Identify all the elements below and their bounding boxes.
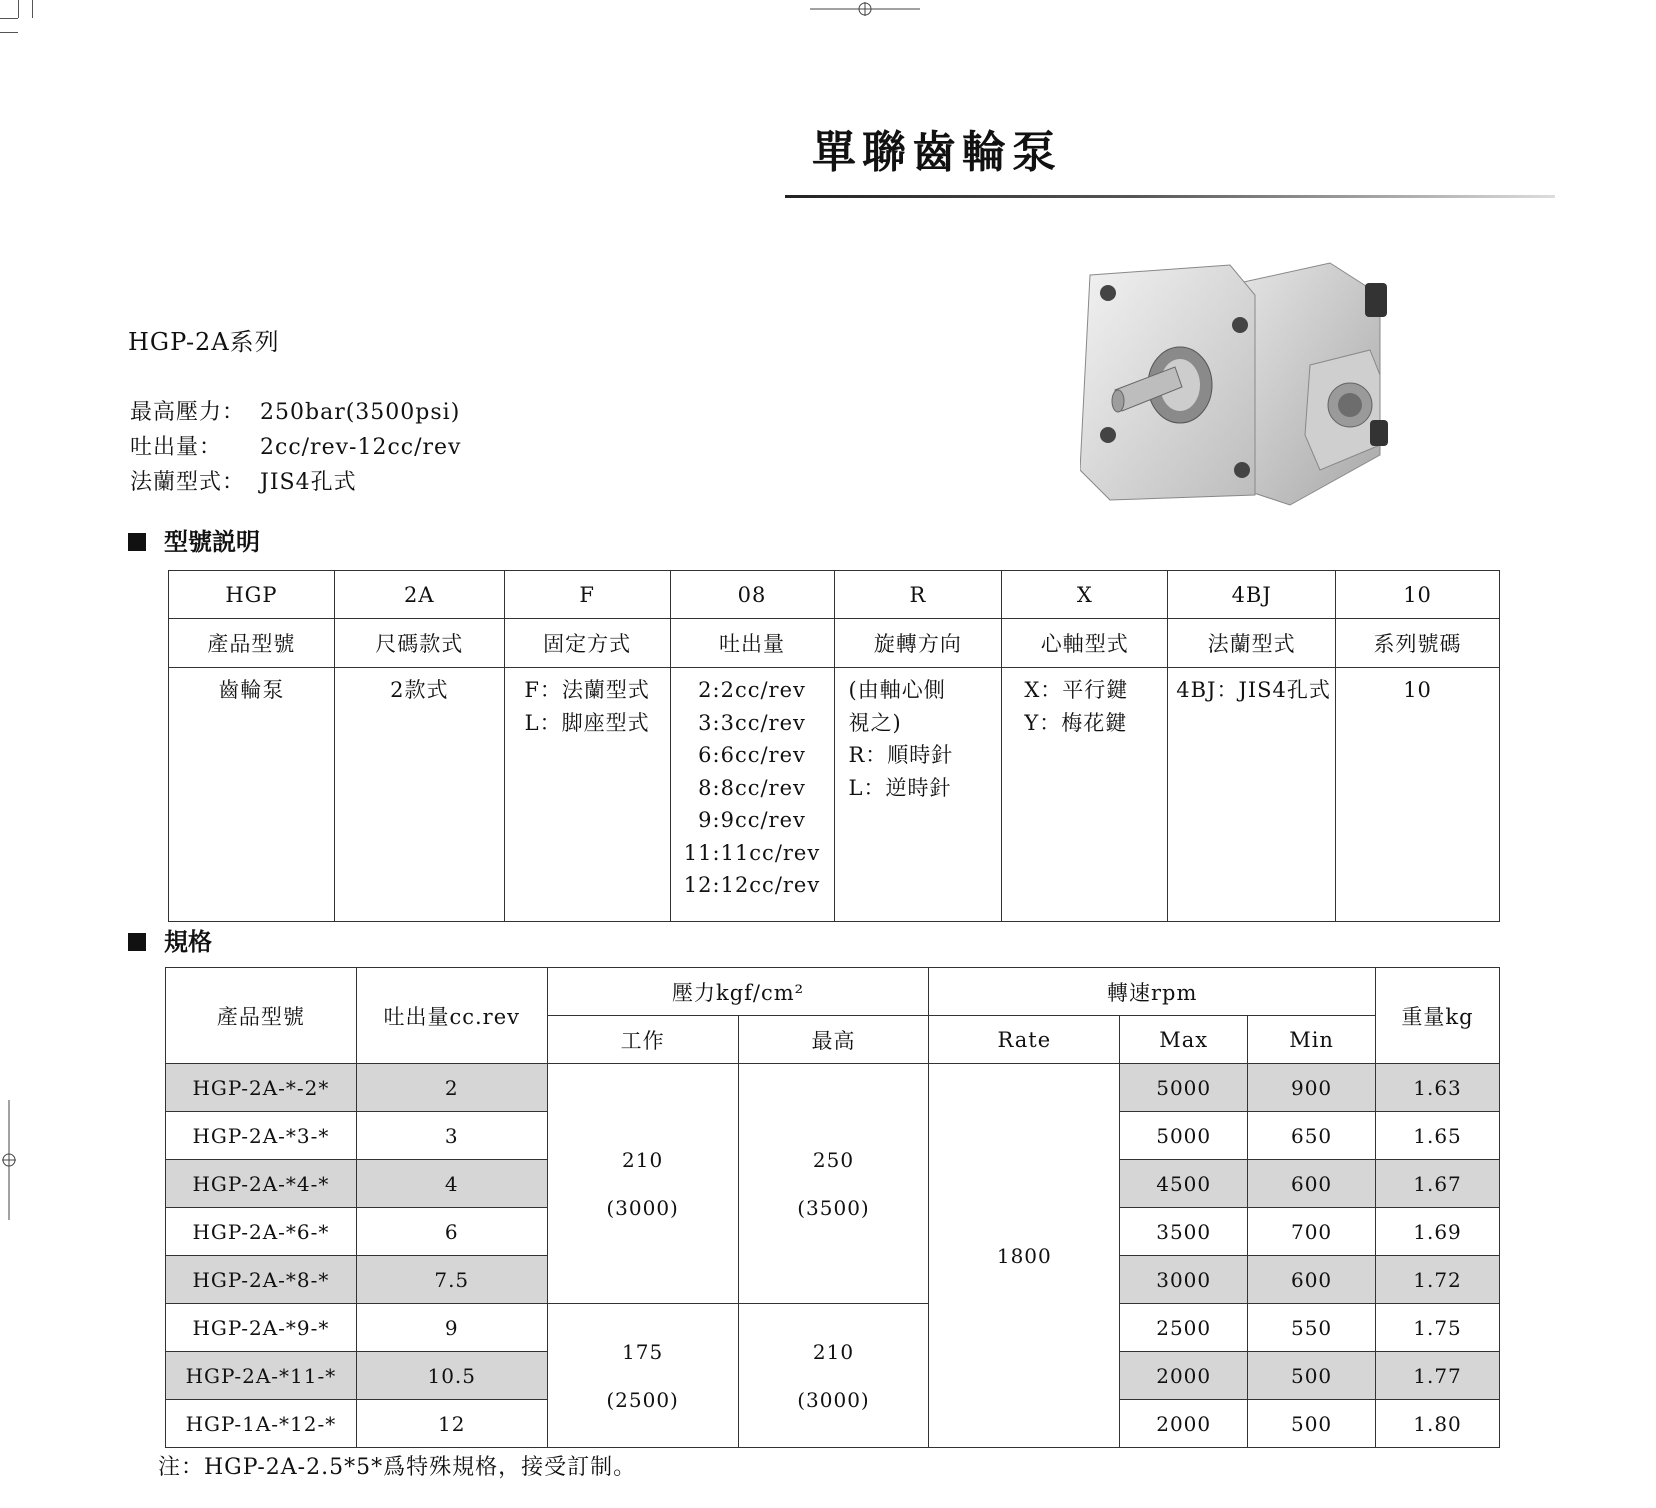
model-cell: HGP-2A-*8-*: [166, 1256, 357, 1304]
displacement-cell: 10.5: [356, 1352, 547, 1400]
pressure-psi: (3000): [606, 1195, 679, 1220]
detail-cell: [1168, 668, 1336, 922]
weight-cell: 1.65: [1376, 1112, 1500, 1160]
weight-cell: 1.72: [1376, 1256, 1500, 1304]
max-rpm-cell: 2500: [1120, 1304, 1248, 1352]
detail-line: F：法蘭型式: [524, 678, 650, 702]
max-rpm-cell: 4500: [1120, 1160, 1248, 1208]
displacement-cell: 2: [356, 1064, 547, 1112]
pressure-value: 175: [622, 1339, 664, 1364]
min-rpm-cell: 500: [1248, 1352, 1376, 1400]
displacement-cell: 12: [356, 1400, 547, 1448]
model-cell: HGP-2A-*9-*: [166, 1304, 357, 1352]
name-cell: 系列號碼: [1336, 619, 1500, 668]
header-speed-min: Min: [1248, 1016, 1376, 1064]
model-code-row: [169, 571, 1500, 619]
code-cell: HGP: [169, 571, 335, 619]
crop-mark: [0, 18, 18, 19]
min-rpm-cell: 550: [1248, 1304, 1376, 1352]
min-rpm-cell: 700: [1248, 1208, 1376, 1256]
detail-line: 8:8cc/rev: [698, 775, 806, 800]
crop-mark: [32, 0, 33, 18]
crop-mark: [18, 0, 19, 18]
table-row: [166, 1064, 1500, 1112]
gear-pump-photo: [1080, 255, 1420, 535]
detail-line: 3:3cc/rev: [698, 710, 806, 735]
code-cell: 2A: [334, 571, 504, 619]
name-cell: 旋轉方向: [834, 619, 1002, 668]
registration-mark: [810, 0, 920, 20]
header-pressure-work: 工作: [547, 1016, 738, 1064]
max-rpm-cell: 5000: [1120, 1112, 1248, 1160]
displacement-cell: 7.5: [356, 1256, 547, 1304]
pressure-max-cell: [738, 1304, 929, 1448]
pressure-value: 210: [622, 1147, 664, 1172]
spec-line: [130, 430, 461, 461]
crop-mark: [0, 32, 18, 33]
model-name-row: [169, 619, 1500, 668]
max-rpm-cell: 2000: [1120, 1400, 1248, 1448]
section-heading: [128, 522, 260, 557]
pressure-value: 250: [812, 1147, 855, 1172]
weight-cell: 1.67: [1376, 1160, 1500, 1208]
detail-cell: [169, 668, 335, 922]
detail-line: L：脚座型式: [524, 710, 650, 735]
weight-cell: 1.75: [1376, 1304, 1500, 1352]
table-row: [166, 1304, 1500, 1352]
weight-cell: 1.69: [1376, 1208, 1500, 1256]
header-weight: 重量kg: [1376, 968, 1500, 1064]
code-cell: 10: [1336, 571, 1500, 619]
spec-value: 250bar(3500psi): [260, 400, 461, 425]
max-rpm-cell: 5000: [1120, 1064, 1248, 1112]
rate-cell: 1800: [929, 1064, 1120, 1448]
detail-line: X：平行鍵: [1024, 678, 1129, 702]
title-rule: [785, 195, 1555, 198]
detail-line: (由軸心側: [848, 678, 946, 702]
name-cell: 尺碼款式: [334, 619, 504, 668]
pressure-psi: (3000): [797, 1387, 870, 1412]
registration-mark: [0, 1100, 20, 1220]
detail-line: 齒輪泵: [218, 678, 285, 702]
header-speed: 轉速rpm: [929, 968, 1376, 1016]
detail-line: 11:11cc/rev: [683, 840, 821, 865]
weight-cell: 1.80: [1376, 1400, 1500, 1448]
header-speed-max: Max: [1120, 1016, 1248, 1064]
detail-line: 12:12cc/rev: [683, 873, 821, 897]
detail-line: 9:9cc/rev: [698, 808, 806, 832]
displacement-cell: 9: [356, 1304, 547, 1352]
detail-line: 10: [1403, 678, 1432, 702]
square-bullet-icon: [128, 533, 146, 551]
name-cell: 心軸型式: [1002, 619, 1168, 668]
model-cell: HGP-2A-*11-*: [166, 1352, 357, 1400]
detail-line: 6:6cc/rev: [698, 743, 806, 767]
min-rpm-cell: 600: [1248, 1160, 1376, 1208]
pressure-psi: (3500): [797, 1195, 870, 1220]
pressure-work-cell: [547, 1064, 738, 1304]
min-rpm-cell: 600: [1248, 1256, 1376, 1304]
code-cell: 08: [670, 571, 834, 619]
name-cell: 固定方式: [504, 619, 670, 668]
model-cell: HGP-2A-*6-*: [166, 1208, 357, 1256]
min-rpm-cell: 900: [1248, 1064, 1376, 1112]
code-cell: F: [504, 571, 670, 619]
footnote: 注：HGP-2A-2.5*5*爲特殊規格，接受訂制。: [158, 1455, 637, 1480]
spec-header-row: [166, 968, 1500, 1016]
model-detail-row: [169, 668, 1500, 922]
detail-cell: [670, 668, 834, 922]
spec-line: [130, 395, 460, 426]
spec-section-title: 規格: [164, 928, 212, 956]
spec-table: [165, 967, 1500, 1448]
spec-line: [130, 465, 357, 496]
model-cell: HGP-2A-*3-*: [166, 1112, 357, 1160]
detail-cell: [834, 668, 1002, 922]
header-pressure-max: 最高: [738, 1016, 929, 1064]
max-rpm-cell: 2000: [1120, 1352, 1248, 1400]
min-rpm-cell: 650: [1248, 1112, 1376, 1160]
max-rpm-cell: 3500: [1120, 1208, 1248, 1256]
page-title: 單聯齒輪泵: [812, 127, 1062, 178]
model-code-table: [168, 570, 1500, 922]
detail-line: 2款式: [390, 678, 449, 702]
detail-line: 4BJ：JIS4孔式: [1176, 678, 1331, 702]
weight-cell: 1.63: [1376, 1064, 1500, 1112]
detail-line: L：逆時針: [848, 775, 952, 800]
pressure-work-cell: [547, 1304, 738, 1448]
code-cell: 4BJ: [1168, 571, 1336, 619]
detail-cell: [1336, 668, 1500, 922]
spec-label: 最高壓力：: [130, 400, 246, 425]
max-rpm-cell: 3000: [1120, 1256, 1248, 1304]
name-cell: 吐出量: [670, 619, 834, 668]
pressure-psi: (2500): [606, 1387, 679, 1412]
section-heading: [128, 922, 212, 957]
pressure-value: 210: [812, 1339, 855, 1364]
detail-line: 視之): [848, 710, 902, 735]
min-rpm-cell: 500: [1248, 1400, 1376, 1448]
spec-value: 2cc/rev-12cc/rev: [260, 435, 462, 460]
spec-label: 法蘭型式：: [130, 470, 246, 495]
detail-line: R：順時針: [848, 743, 954, 767]
displacement-cell: 4: [356, 1160, 547, 1208]
detail-line: 2:2cc/rev: [698, 678, 806, 702]
pressure-max-cell: [738, 1064, 929, 1304]
detail-cell: [1002, 668, 1168, 922]
model-cell: HGP-2A-*4-*: [166, 1160, 357, 1208]
spec-label: 吐出量：: [130, 435, 223, 460]
detail-line: Y：梅花鍵: [1024, 710, 1128, 735]
code-cell: R: [834, 571, 1002, 619]
header-speed-rate: Rate: [929, 1016, 1120, 1064]
square-bullet-icon: [128, 933, 146, 951]
detail-cell: [504, 668, 670, 922]
spec-value: JIS4孔式: [260, 470, 357, 495]
displacement-cell: 3: [356, 1112, 547, 1160]
header-pressure: 壓力kgf/cm²: [547, 968, 929, 1016]
name-cell: 產品型號: [169, 619, 335, 668]
series-title: HGP-2A系列: [128, 328, 280, 356]
detail-cell: [334, 668, 504, 922]
displacement-cell: 6: [356, 1208, 547, 1256]
code-cell: X: [1002, 571, 1168, 619]
name-cell: 法蘭型式: [1168, 619, 1336, 668]
model-cell: HGP-1A-*12-*: [166, 1400, 357, 1448]
model-cell: HGP-2A-*-2*: [166, 1064, 357, 1112]
model-section-title: 型號説明: [164, 528, 260, 556]
header-model: 產品型號: [166, 968, 357, 1064]
weight-cell: 1.77: [1376, 1352, 1500, 1400]
header-displacement: 吐出量cc.rev: [356, 968, 547, 1064]
